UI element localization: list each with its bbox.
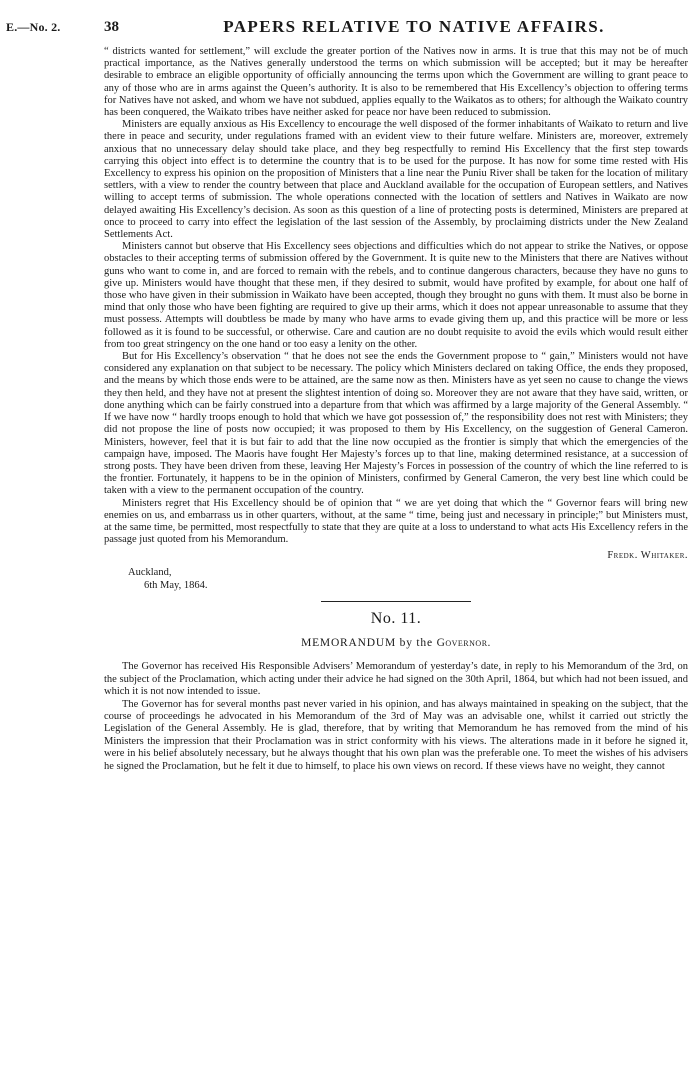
- paragraph: Ministers are equally anxious as His Excellency to encourage the well disposed of the former inhabitants of Waikato to return and live there in peace and security, under regulations framed with an evident view to their future welfare. Ministers are, moreover, extremely anxious that no unnecessary delay should take place, and they beg respectfully to remind His Excellency that the first step towards carrying this object into effect is to determine the country that is to be used for the purpose. It has now for some time rested with His Excellency to express his opinion on the proposition of Ministers that a line near the Puniu River shall be taken for the location of military settlers, with a view to render the country between that place and Auckland available for the occupation of European settlers, and Natives willing to accept terms of submission. The whole operations connected with the location of settlers and Natives in Waikato are now delayed awaiting His Excellency’s decision. As soon as this question of a line of protecting posts is determined, Ministers are prepared at once to proceed to carry into effect the legislation of the last session of the Assembly, by proclaiming districts under the New Zealand Settlements Act.: [104, 119, 688, 241]
- document-number: No. 11.: [370, 610, 422, 628]
- memorandum-continued: [104, 46, 688, 592]
- signature: Fredk. Whitaker.: [607, 550, 688, 562]
- document-reference: E.—No. 2.: [6, 20, 61, 34]
- paragraph: Ministers cannot but observe that His Excellency sees objections and difficulties which do not appear to strike the Natives, or oppose obstacles to their accepting terms of submission offered by the Government. It is quite new to the Ministers that there are Natives without guns who want to come in, and are forced to remain with the rebels, and to continue dangerous characters, because they have no guns to give up. Ministers would have thought that these men, if they desired to submit, would have profited by example, for about one half of those who have given in their submission in Waikato have been accepted, though they brought no guns with them. It must also be borne in mind that only those who have been fighting are required to give up their arms, which it does not appear unreasonable to assume that they must possess. Attempts will doubtless be made by many who have arms to evade giving them up, and this practice will be more or less followed as it is found to be successful, or otherwise. Care and caution are no doubt requisite to avoid the evils which would result either from too great stringency on the one hand or too easy a lenity on the other.: [104, 241, 688, 350]
- running-title: PAPERS RELATIVE TO NATIVE AFFAIRS.: [223, 17, 605, 36]
- memorandum-title-author: Governor.: [436, 637, 491, 650]
- paragraph: “ districts wanted for settlement,” will exclude the greater portion of the Natives now in arms. It is true that this may not be of much practical importance, as the Natives generally understood the terms on which submission will be accepted; but it may be hereafter desirable to embrace an eligible opportunity of officially announcing the terms upon which the Government are willing to grant peace to any of those who are in arms against the Queen’s authority. It is also to be remembered that His Excellency’s objection to offering terms for Natives have not asked, and whom we have not subdued, applies equally to the Waikatos as to others; for although the Waikato country has been conquered, the Waikato tribes have neither asked for peace nor have been reduced to submission.: [104, 46, 688, 119]
- memorandum-no-11: [104, 661, 688, 773]
- paragraph: The Governor has received His Responsible Advisers’ Memorandum of yesterday’s date, in reply to his Memorandum of the 3rd, on the subject of the Proclamation, which acting under their advice he had signed on the 30th April, 1864, but which had not been issued, and which it is not now intended to issue.: [104, 661, 688, 698]
- place-line: Auckland,: [128, 567, 172, 579]
- page-body: [104, 46, 688, 773]
- paragraph: The Governor has for several months past never varied in his opinion, and has always maintained in speaking on the subject, that the course of proceedings he advocated in his Memorandum of the 3rd of May was an advisable one, whilst it carried out strictly the Legislation of the General Assembly. He is glad, therefore, that by writing that Memorandum he has removed from the mind of his Ministers the impression that their Proclamation was in strict conformity with his views. The alterations made in it before he signed it, were in his belief absolutely necessary, but he always thought that his own plan was the preferable one. To meet the wishes of his advisers he signed the Proclamation, but he felt it due to himself, to place his own views on record. If these views have no weight, they cannot: [104, 698, 688, 772]
- date-line: 6th May, 1864.: [144, 579, 208, 591]
- page-number: 38: [104, 19, 119, 35]
- memorandum-title-prefix: MEMORANDUM by the: [301, 637, 433, 650]
- section-divider: [321, 601, 471, 602]
- memorandum-title: [104, 637, 688, 649]
- paragraph: Ministers regret that His Excellency should be of opinion that “ we are yet doing that which the “ Governor fears will bring new enemies on us, and embarrass us in other quarters, without, at the same “ time, being just and necessary in principle;” but Ministers must, at the same time, be permitted, most respectfully to state that they are quite at a loss to understand to what acts His Excellency refers in the passage just quoted from his Memorandum.: [104, 497, 688, 546]
- paragraph: But for His Excellency’s observation “ that he does not see the ends the Government propose to “ gain,” Ministers would not have considered any explanation on that subject to be necessary. The policy which Ministers declared on taking Office, the ends they proposed, and the means by which those ends were to be attained, are the same now as then. Ministers have as yet seen no cause to change the views they then held, and they have not at present the slightest intention of doing so. Moreover they are not aware that they have said, written, or done anything which can be fairly construed into a departure from that which was affirmed by a large majority of the General Assembly. “ If we have now “ hardly troops enough to hold that which we have got possession of,” the responsibility does not rest with Ministers; they did not propose the line of posts now occupied; it was proposed to them by His Excellency, on the suggestion of General Cameron. Ministers, however, feel that it is but fair to add that the line now occupied as the frontier is simply that which the emergencies of the campaign have, imposed. The Maoris have fought Her Majesty’s forces up to that line, making determined resistance, at a succession of strong posts. They have been driven from these, leaving Her Majesty’s Forces in possession of the country of which the line referred to is the frontier. Fortunately, it happens to be in the opinion of Ministers, confirmed by General Cameron, the very best line which could be taken with a view to the permanent occupation of the country.: [104, 351, 688, 497]
